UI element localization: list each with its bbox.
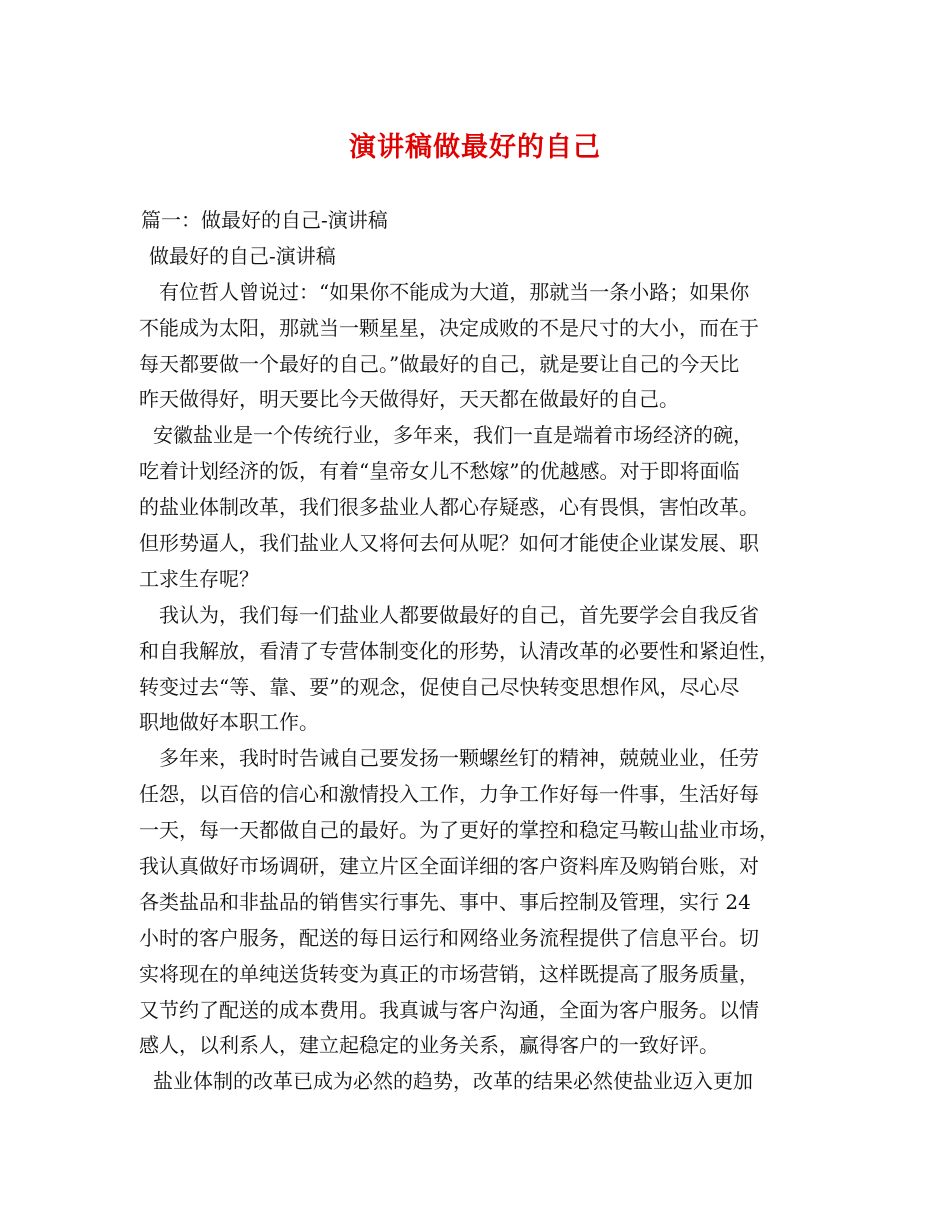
paragraph-line: 不能成为太阳，那就当一颗星星，决定成败的不是尺寸的大小，而在于 — [139, 315, 759, 340]
paragraph-line: 各类盐品和非盐品的销售实行事先、事中、事后控制及管理，实行 24 — [139, 889, 751, 914]
paragraph-line: 一天，每一天都做自己的最好。为了更好的掌控和稳定马鞍山盐业市场， — [139, 818, 779, 843]
paragraph-line: 任怨，以百倍的信心和激情投入工作，力争工作好每一件事，生活好每 — [139, 782, 759, 807]
paragraph-line: 昨天做得好，明天要比今天做得好，天天都在做最好的自己。 — [139, 387, 679, 412]
document-title: 演讲稿做最好的自己 — [349, 132, 601, 163]
paragraph-line: 转变过去“等、靠、要”的观念，促使自己尽快转变思想作风，尽心尽 — [139, 674, 740, 699]
paragraph-line: 但形势逼人，我们盐业人又将何去何从呢？如何才能使企业谋发展、职 — [139, 531, 759, 556]
section-heading: 篇一：做最好的自己-演讲稿 — [141, 208, 388, 232]
paragraph-line: 盐业体制的改革已成为必然的趋势，改革的结果必然使盐业迈入更加 — [153, 1069, 753, 1094]
paragraph-line: 吃着计划经济的饭，有着“皇帝女儿不愁嫁”的优越感。对于即将面临 — [139, 459, 740, 484]
paragraph-line: 职地做好本职工作。 — [139, 710, 319, 735]
paragraph-line: 我认真做好市场调研，建立片区全面详细的客户资料库及购销台账，对 — [139, 854, 759, 879]
paragraph-line: 我认为，我们每一们盐业人都要做最好的自己，首先要学会自我反省 — [159, 602, 759, 627]
paragraph-line: 实将现在的单纯送货转变为真正的市场营销，这样既提高了服务质量， — [139, 961, 759, 986]
paragraph-line: 工求生存呢？ — [139, 566, 259, 591]
paragraph-line: 有位哲人曾说过：“如果你不能成为大道，那就当一条小路；如果你 — [159, 279, 750, 304]
paragraph-line: 感人，以利系人，建立起稳定的业务关系，赢得客户的一致好评。 — [139, 1033, 719, 1058]
paragraph-line: 的盐业体制改革，我们很多盐业人都心存疑惑，心有畏惧，害怕改革。 — [139, 495, 759, 520]
paragraph-line: 每天都要做一个最好的自己。”做最好的自己，就是要让自己的今天比 — [139, 351, 740, 376]
subheading: 做最好的自己-演讲稿 — [149, 243, 336, 268]
document-body — [139, 203, 819, 1100]
paragraph-line: 多年来，我时时告诫自己要发扬一颗螺丝钉的精神，兢兢业业，任劳 — [159, 746, 759, 771]
paragraph-line: 和自我解放，看清了专营体制变化的形势，认清改革的必要性和紧迫性， — [139, 638, 779, 663]
paragraph-line: 又节约了配送的成本费用。我真诚与客户沟通，全面为客户服务。以情 — [139, 997, 759, 1022]
paragraph-line: 安徽盐业是一个传统行业，多年来，我们一直是端着市场经济的碗， — [153, 423, 753, 448]
paragraph-line: 小时的客户服务，配送的每日运行和网络业务流程提供了信息平台。切 — [139, 925, 759, 950]
